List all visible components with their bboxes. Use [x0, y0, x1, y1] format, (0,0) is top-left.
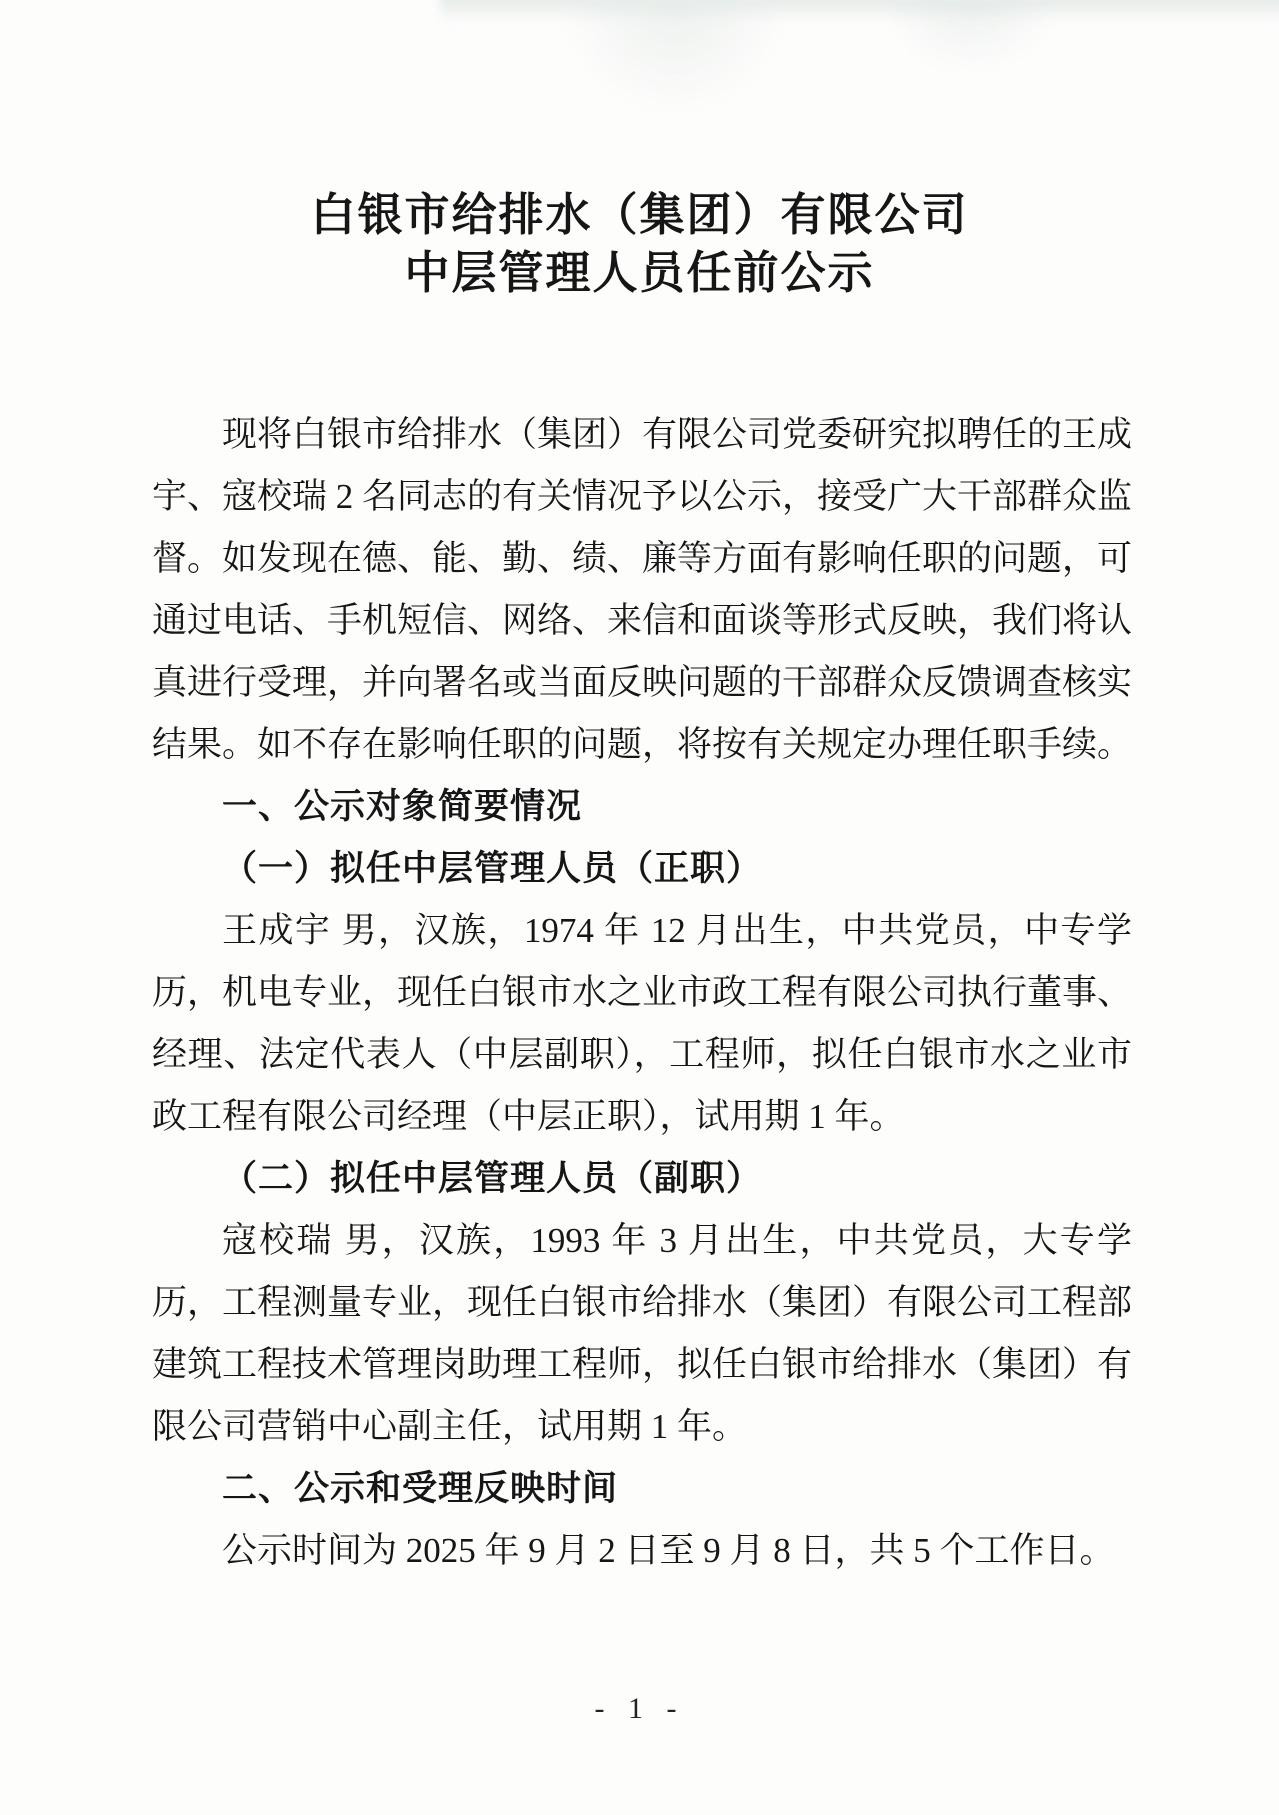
page-footer: [0, 1692, 1279, 1726]
page-number: - 1 -: [594, 1692, 685, 1725]
candidate-1-paragraph: 王成宇 男，汉族，1974 年 12 月出生，中共党员，中专学历，机电专业，现任白银市水之业市政工程有限公司执行董事、经理、法定代表人（中层副职），工程师，拟任白银市水之业市政工程有限公司经理（中层正职），试用期 1 年。: [152, 911, 1133, 1136]
title-line-1: 白银市给排水（集团）有限公司: [310, 190, 969, 240]
scan-smudge: [560, 6, 790, 116]
subsection-1-heading: （一）拟任中层管理人员（正职）: [222, 849, 763, 888]
candidate-2-paragraph: 寇校瑞 男，汉族，1993 年 3 月出生，中共党员，大专学历，工程测量专业，现任白银市给排水（集团）有限公司工程部建筑工程技术管理岗助理工程师，拟任白银市给排水（集团）有限公司营销中心副主任，试用期 1 年。: [152, 1221, 1133, 1446]
scan-smudge: [440, 0, 1279, 22]
section-1-heading: 一、公示对象简要情况: [222, 787, 583, 826]
intro-paragraph: 现将白银市给排水（集团）有限公司党委研究拟聘任的王成宇、寇校瑞 2 名同志的有关情况予以公示，接受广大干部群众监督。如发现在德、能、勤、绩、廉等方面有影响任职的问题，可通过电话、手机短信、网络、来信和面谈等形式反映，我们将认真进行受理，并向署名或当面反映问题的干部群众反馈调查核实结果。如不存在影响任职的问题，将按有关规定办理任职手续。: [152, 415, 1133, 764]
subsection-2-heading: （二）拟任中层管理人员（副职）: [222, 1159, 763, 1198]
title-line-2: 中层管理人员任前公示: [404, 248, 875, 298]
publicity-period-paragraph: 公示时间为 2025 年 9 月 2 日至 9 月 8 日，共 5 个工作日。: [222, 1531, 1115, 1570]
document-body: [152, 404, 1132, 1582]
scan-smudge: [880, 4, 1060, 74]
document-title: [0, 186, 1279, 302]
section-2-heading: 二、公示和受理反映时间: [222, 1469, 619, 1508]
